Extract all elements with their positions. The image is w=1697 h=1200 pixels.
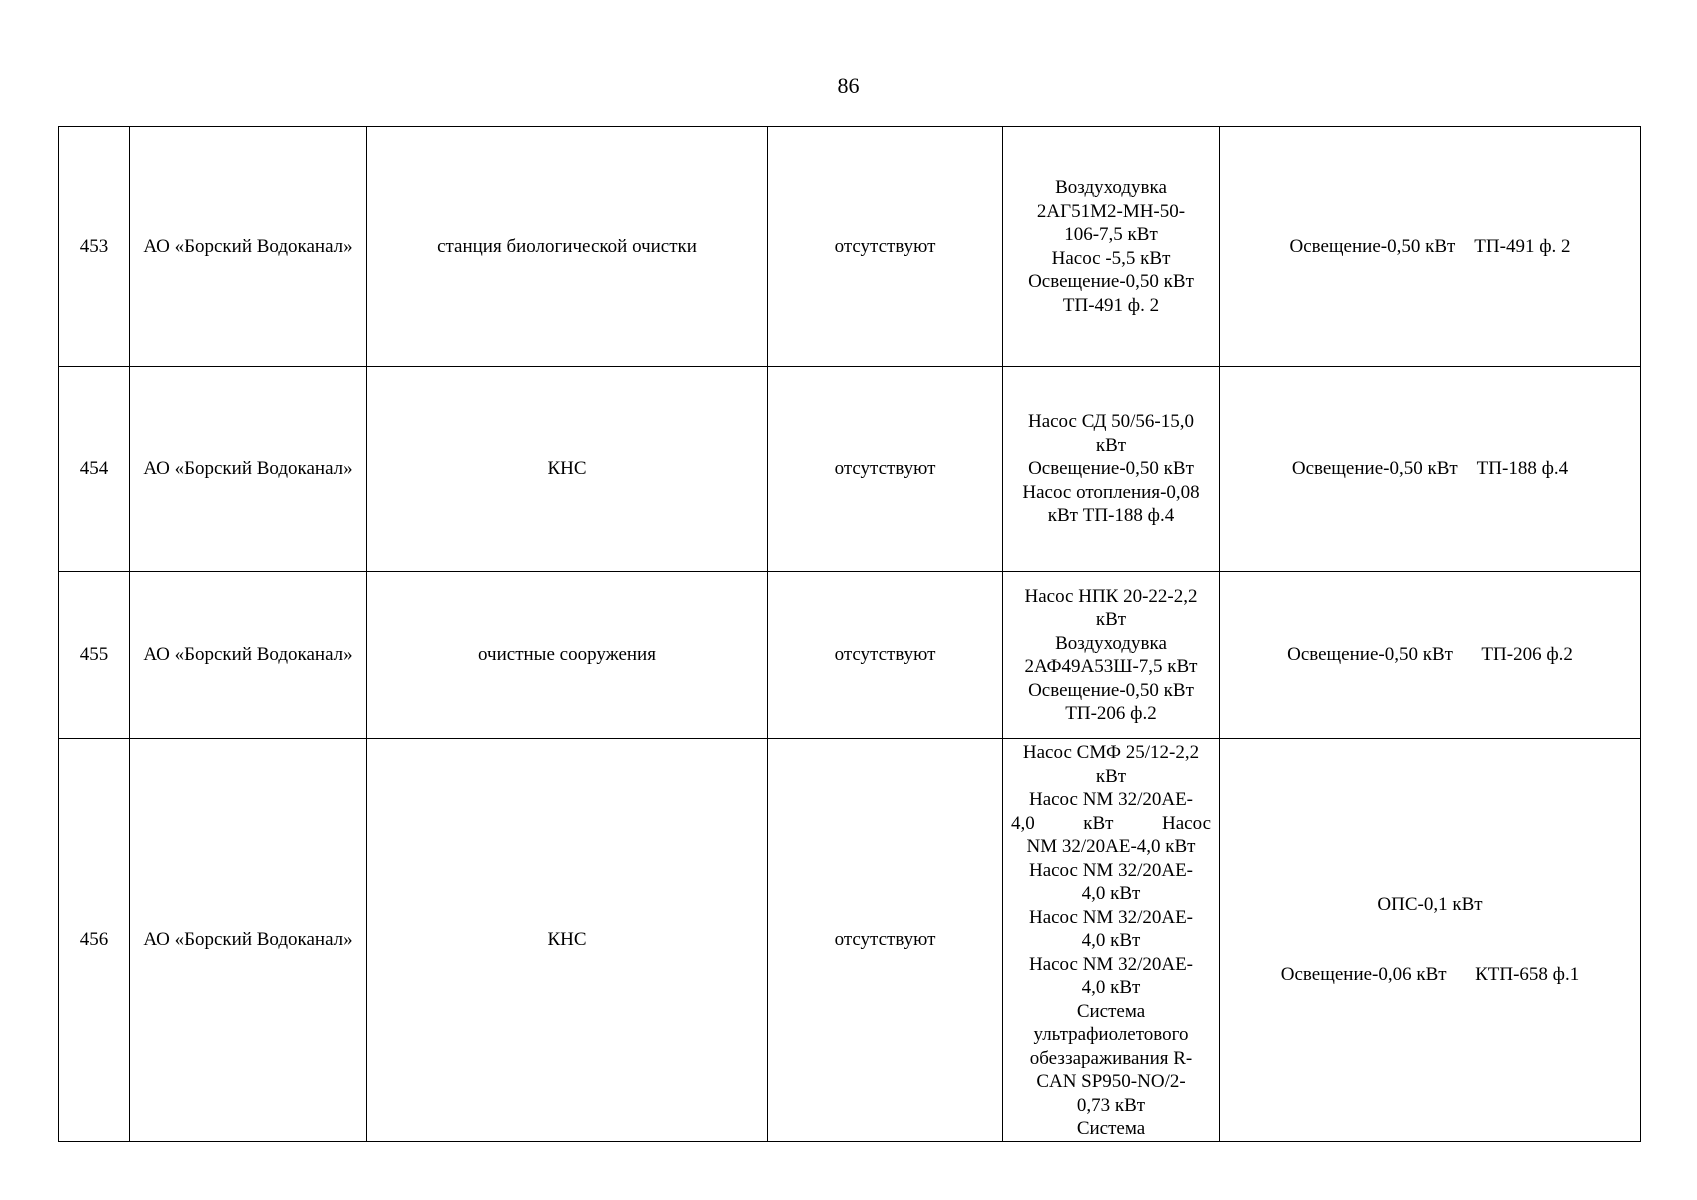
status-value: отсутствуют: [768, 739, 1003, 1142]
power-cell: [1220, 572, 1641, 739]
equipment-line: Освещение-0,50 кВт: [1028, 458, 1194, 480]
row-number: 455: [59, 572, 130, 739]
equipment-line: Освещение-0,50 кВт: [1028, 271, 1194, 292]
equipment-line: ТП-206 ф.2: [1065, 703, 1157, 724]
row-number: 454: [59, 367, 130, 572]
equipment-line: Система: [1076, 1000, 1146, 1022]
equipment-line: 2АГ51М2-МН-50-: [1036, 200, 1186, 222]
equipment-line: NM 32/20АЕ-4,0 кВт: [1026, 836, 1196, 857]
equipment-line: ТП-491 ф. 2: [1062, 294, 1160, 316]
equipment-line: Освещение-0,50 кВт: [1028, 679, 1194, 701]
equipment-line: 2АФ49А53Ш-7,5 кВт: [1024, 656, 1198, 677]
organization-name: АО «Борский Водоканал»: [130, 367, 367, 572]
equipment-line: 4,0 кВт: [1081, 977, 1141, 998]
equipment-line: 4,0 кВт: [1081, 930, 1141, 951]
equipment-cell: [1003, 367, 1220, 572]
power-cell: [1220, 127, 1641, 367]
power-line: Освещение-0,50 кВт ТП-491 ф. 2: [1289, 235, 1571, 257]
equipment-line: Насос СМФ 25/12-2,2: [1022, 742, 1200, 763]
equipment-cell: [1003, 739, 1220, 1142]
object-name: очистные сооружения: [367, 572, 768, 739]
equipment-line: Насос отопления-0,08: [1022, 481, 1200, 503]
equipment-line: Насос СД 50/56-15,0: [1027, 411, 1195, 433]
status-value: отсутствуют: [768, 127, 1003, 367]
equipment-line: 4,0 кВт Насос: [1011, 812, 1211, 834]
organization-name: АО «Борский Водоканал»: [130, 572, 367, 739]
equipment-line: CAN SP950-NO/2-: [1036, 1071, 1186, 1092]
equipment-line: Воздуходувка: [1055, 177, 1167, 198]
power-line: ОПС-0,1 кВт: [1377, 893, 1483, 915]
status-value: отсутствуют: [768, 572, 1003, 739]
equipment-line: 4,0 кВт: [1081, 883, 1141, 904]
object-name: станция биологической очистки: [367, 127, 768, 367]
table-row: [59, 739, 1641, 1142]
equipment-line: 0,73 кВт: [1076, 1094, 1146, 1116]
equipment-line: кВт: [1095, 765, 1127, 787]
power-line: Освещение-0,50 кВт ТП-206 ф.2: [1287, 644, 1573, 666]
equipment-line: 106-7,5 кВт: [1064, 224, 1158, 245]
power-line: Освещение-0,06 кВт КТП-658 ф.1: [1280, 964, 1580, 986]
equipment-cell: [1003, 572, 1220, 739]
equipment-line: кВт ТП-188 ф.4: [1047, 505, 1175, 527]
equipment-line: кВт: [1095, 609, 1127, 630]
equipment-line: ультрафиолетового: [1033, 1024, 1189, 1045]
object-name: КНС: [367, 367, 768, 572]
equipment-line: Насос -5,5 кВт: [1051, 247, 1171, 269]
equipment-table: [58, 126, 1641, 1142]
equipment-line: обеззараживания R-: [1029, 1047, 1193, 1069]
status-value: отсутствуют: [768, 367, 1003, 572]
object-name: КНС: [367, 739, 768, 1142]
organization-name: АО «Борский Водоканал»: [130, 127, 367, 367]
power-cell: [1220, 367, 1641, 572]
power-cell: [1220, 739, 1641, 1142]
table-row: [59, 572, 1641, 739]
equipment-line: кВт: [1095, 434, 1127, 456]
power-line: Освещение-0,50 кВт ТП-188 ф.4: [1291, 458, 1569, 480]
table-row: [59, 367, 1641, 572]
equipment-line: Насос NM 32/20АЕ-: [1028, 906, 1194, 928]
equipment-line: Насос NM 32/20АЕ-: [1028, 859, 1194, 881]
equipment-line: Насос NM 32/20АЕ-: [1028, 953, 1194, 975]
page-number: 86: [837, 73, 860, 98]
row-number: 453: [59, 127, 130, 367]
equipment-line: Насос NM 32/20АЕ-: [1028, 789, 1194, 810]
row-number: 456: [59, 739, 130, 1142]
equipment-line: Насос НПК 20-22-2,2: [1024, 585, 1198, 607]
equipment-cell: [1003, 127, 1220, 367]
table-row: [59, 127, 1641, 367]
equipment-line: Воздуходувка: [1055, 632, 1167, 654]
equipment-line: Система: [1076, 1118, 1146, 1139]
organization-name: АО «Борский Водоканал»: [130, 739, 367, 1142]
